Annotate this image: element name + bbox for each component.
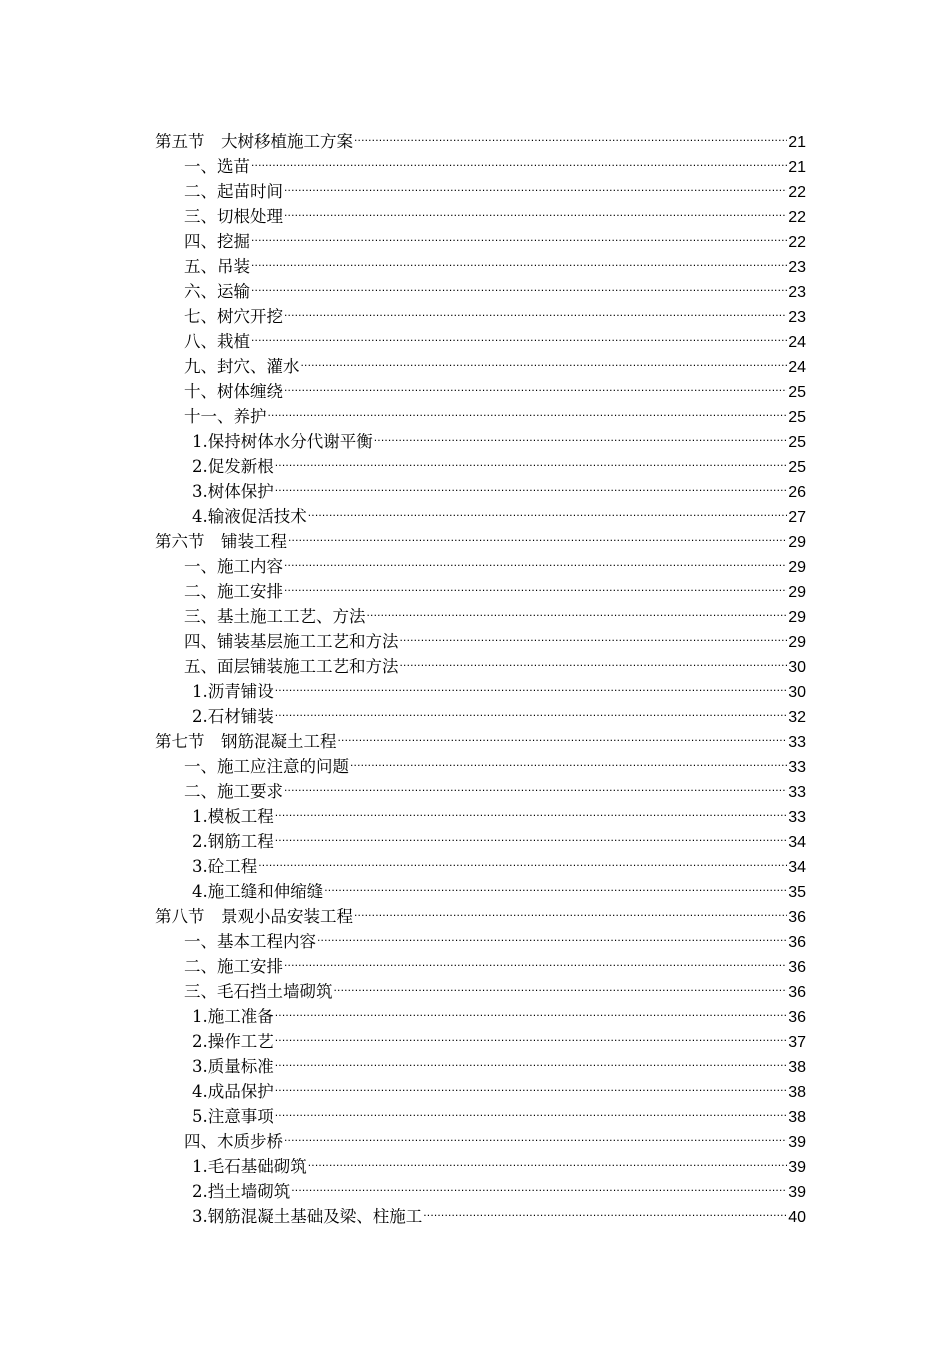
toc-page-number: 39 xyxy=(788,1134,806,1151)
toc-entry-title: 1.模板工程 xyxy=(192,807,274,826)
toc-entry-title: 第六节 铺装工程 xyxy=(155,532,287,551)
toc-entry-title: 2.石材铺装 xyxy=(192,707,274,726)
toc-dot-leader xyxy=(251,247,787,272)
toc-entry-title: 三、切根处理 xyxy=(184,207,283,226)
toc-page-number: 40 xyxy=(788,1209,806,1226)
toc-entry-title: 四、铺装基层施工工艺和方法 xyxy=(184,632,399,651)
toc-dot-leader xyxy=(275,1047,787,1072)
toc-entry-title: 八、栽植 xyxy=(184,332,250,351)
toc-dot-leader xyxy=(275,1097,787,1122)
toc-dot-leader xyxy=(275,797,787,822)
toc-entry-title: 1.保持树体水分代谢平衡 xyxy=(192,432,373,451)
toc-page-number: 39 xyxy=(788,1184,806,1201)
toc-page-number: 33 xyxy=(788,809,806,826)
toc-page-number: 29 xyxy=(788,559,806,576)
toc-page-number: 24 xyxy=(788,359,806,376)
toc-dot-leader xyxy=(251,147,787,172)
toc-page-number: 25 xyxy=(788,434,806,451)
toc-page-number: 24 xyxy=(788,334,806,351)
toc-subsection-entry[interactable] xyxy=(155,147,806,176)
toc-dot-leader xyxy=(284,947,787,972)
toc-entry-title: 1.沥青铺设 xyxy=(192,682,274,701)
toc-entry-title: 九、封穴、灌水 xyxy=(184,357,300,376)
toc-page-number: 21 xyxy=(788,134,806,151)
toc-dot-leader xyxy=(354,122,787,147)
toc-page-number: 29 xyxy=(788,584,806,601)
toc-entry-title: 3.质量标准 xyxy=(192,1057,274,1076)
toc-entry-title: 三、毛石挡土墙砌筑 xyxy=(184,982,333,1001)
toc-dot-leader xyxy=(324,872,787,897)
toc-page-number: 39 xyxy=(788,1159,806,1176)
toc-entry-title: 2.促发新根 xyxy=(192,457,274,476)
toc-entry-title: 四、挖掘 xyxy=(184,232,250,251)
toc-dot-leader xyxy=(367,597,788,622)
toc-dot-leader xyxy=(275,697,787,722)
toc-page-number: 22 xyxy=(788,184,806,201)
toc-page-number: 36 xyxy=(788,984,806,1001)
toc-dot-leader xyxy=(251,272,787,297)
toc-dot-leader xyxy=(374,422,787,447)
toc-entry-title: 五、吊装 xyxy=(184,257,250,276)
toc-entry-title: 一、施工应注意的问题 xyxy=(184,757,349,776)
toc-page-number: 22 xyxy=(788,209,806,226)
toc-entry-title: 2.钢筋工程 xyxy=(192,832,274,851)
toc-entry-title: 五、面层铺装施工工艺和方法 xyxy=(184,657,399,676)
toc-dot-leader xyxy=(275,472,787,497)
toc-entry-title: 一、基本工程内容 xyxy=(184,932,316,951)
toc-page-number: 34 xyxy=(788,834,806,851)
toc-entry-title: 二、施工要求 xyxy=(184,782,283,801)
toc-dot-leader xyxy=(288,522,787,547)
toc-dot-leader xyxy=(251,222,787,247)
toc-entry-title: 4.施工缝和伸缩缝 xyxy=(192,882,324,901)
toc-entry-title: 4.输液促活技术 xyxy=(192,507,307,526)
toc-entry-title: 二、施工安排 xyxy=(184,582,283,601)
toc-dot-leader xyxy=(317,922,787,947)
toc-entry-title: 七、树穴开挖 xyxy=(184,307,283,326)
toc-entry-title: 5.注意事项 xyxy=(192,1107,274,1126)
toc-entry-title: 1.毛石基础砌筑 xyxy=(192,1157,307,1176)
toc-entry-title: 2.操作工艺 xyxy=(192,1032,274,1051)
toc-entry-title: 二、起苗时间 xyxy=(184,182,283,201)
toc-page-number: 33 xyxy=(788,734,806,751)
toc-subsection-entry[interactable] xyxy=(155,322,806,351)
toc-entry-title: 十、树体缠绕 xyxy=(184,382,283,401)
toc-page-number: 38 xyxy=(788,1084,806,1101)
toc-dot-leader xyxy=(423,1197,787,1222)
toc-dot-leader xyxy=(275,672,787,697)
toc-entry-title: 四、木质步桥 xyxy=(184,1132,283,1151)
toc-dot-leader xyxy=(258,847,787,872)
toc-page-number: 36 xyxy=(788,959,806,976)
toc-page-number: 36 xyxy=(788,909,806,926)
toc-dot-leader xyxy=(338,722,788,747)
toc-entry-title: 第五节 大树移植施工方案 xyxy=(155,132,353,151)
toc-dot-leader xyxy=(308,497,787,522)
toc-dot-leader xyxy=(275,1072,787,1097)
table-of-contents xyxy=(155,122,806,1226)
toc-page-number: 38 xyxy=(788,1059,806,1076)
toc-page-number: 25 xyxy=(788,384,806,401)
toc-dot-leader xyxy=(268,397,788,422)
toc-dot-leader xyxy=(275,447,787,472)
toc-dot-leader xyxy=(284,547,787,572)
toc-dot-leader xyxy=(284,297,787,322)
toc-dot-leader xyxy=(275,1022,787,1047)
toc-page-number: 30 xyxy=(788,659,806,676)
toc-entry-title: 3.树体保护 xyxy=(192,482,274,501)
toc-page-number: 23 xyxy=(788,284,806,301)
toc-dot-leader xyxy=(275,822,787,847)
toc-page-number: 37 xyxy=(788,1034,806,1051)
toc-page-number: 25 xyxy=(788,409,806,426)
toc-entry-title: 3.砼工程 xyxy=(192,857,258,876)
toc-subsection-entry[interactable] xyxy=(155,297,806,326)
toc-section-entry[interactable] xyxy=(155,122,806,151)
toc-subsection-entry[interactable] xyxy=(155,222,806,251)
toc-page-number: 29 xyxy=(788,634,806,651)
toc-entry-title: 十一、养护 xyxy=(184,407,267,426)
toc-page-number: 26 xyxy=(788,484,806,501)
toc-page-number: 35 xyxy=(788,884,806,901)
toc-dot-leader xyxy=(400,647,788,672)
toc-dot-leader xyxy=(354,897,787,922)
toc-entry-title: 六、运输 xyxy=(184,282,250,301)
toc-page-number: 30 xyxy=(788,684,806,701)
toc-subsection-entry[interactable] xyxy=(155,247,806,276)
toc-page-number: 33 xyxy=(788,759,806,776)
toc-dot-leader xyxy=(334,972,788,997)
toc-subsection-entry[interactable] xyxy=(155,347,806,376)
toc-entry-title: 2.挡土墙砌筑 xyxy=(192,1182,291,1201)
toc-entry-title: 一、选苗 xyxy=(184,157,250,176)
toc-page-number: 38 xyxy=(788,1109,806,1126)
toc-dot-leader xyxy=(284,772,787,797)
toc-entry-title: 二、施工安排 xyxy=(184,957,283,976)
toc-page-number: 21 xyxy=(788,159,806,176)
toc-page-number: 32 xyxy=(788,709,806,726)
toc-page-number: 29 xyxy=(788,609,806,626)
toc-dot-leader xyxy=(400,622,788,647)
toc-dot-leader xyxy=(284,372,787,397)
toc-page-number: 34 xyxy=(788,859,806,876)
toc-page-number: 33 xyxy=(788,784,806,801)
toc-entry-title: 第七节 钢筋混凝土工程 xyxy=(155,732,337,751)
toc-subsection-entry[interactable] xyxy=(155,272,806,301)
toc-dot-leader xyxy=(308,1147,787,1172)
toc-entry-title: 第八节 景观小品安装工程 xyxy=(155,907,353,926)
toc-dot-leader xyxy=(275,997,787,1022)
toc-page-number: 23 xyxy=(788,259,806,276)
toc-entry-title: 三、基土施工工艺、方法 xyxy=(184,607,366,626)
toc-dot-leader xyxy=(251,322,787,347)
toc-dot-leader xyxy=(284,1122,787,1147)
toc-page-number: 29 xyxy=(788,534,806,551)
toc-entry-title: 一、施工内容 xyxy=(184,557,283,576)
toc-dot-leader xyxy=(301,347,788,372)
toc-entry-title: 4.成品保护 xyxy=(192,1082,274,1101)
toc-page-number: 23 xyxy=(788,309,806,326)
toc-dot-leader xyxy=(291,1172,787,1197)
toc-page-number: 36 xyxy=(788,1009,806,1026)
toc-dot-leader xyxy=(284,197,787,222)
toc-page-number: 22 xyxy=(788,234,806,251)
toc-dot-leader xyxy=(350,747,787,772)
toc-page-number: 27 xyxy=(788,509,806,526)
toc-page-number: 36 xyxy=(788,934,806,951)
toc-entry-title: 1.施工准备 xyxy=(192,1007,274,1026)
toc-entry-title: 3.钢筋混凝土基础及梁、柱施工 xyxy=(192,1207,423,1226)
toc-page-number: 25 xyxy=(788,459,806,476)
toc-dot-leader xyxy=(284,572,787,597)
toc-subsection-entry[interactable] xyxy=(155,172,806,201)
toc-dot-leader xyxy=(284,172,787,197)
